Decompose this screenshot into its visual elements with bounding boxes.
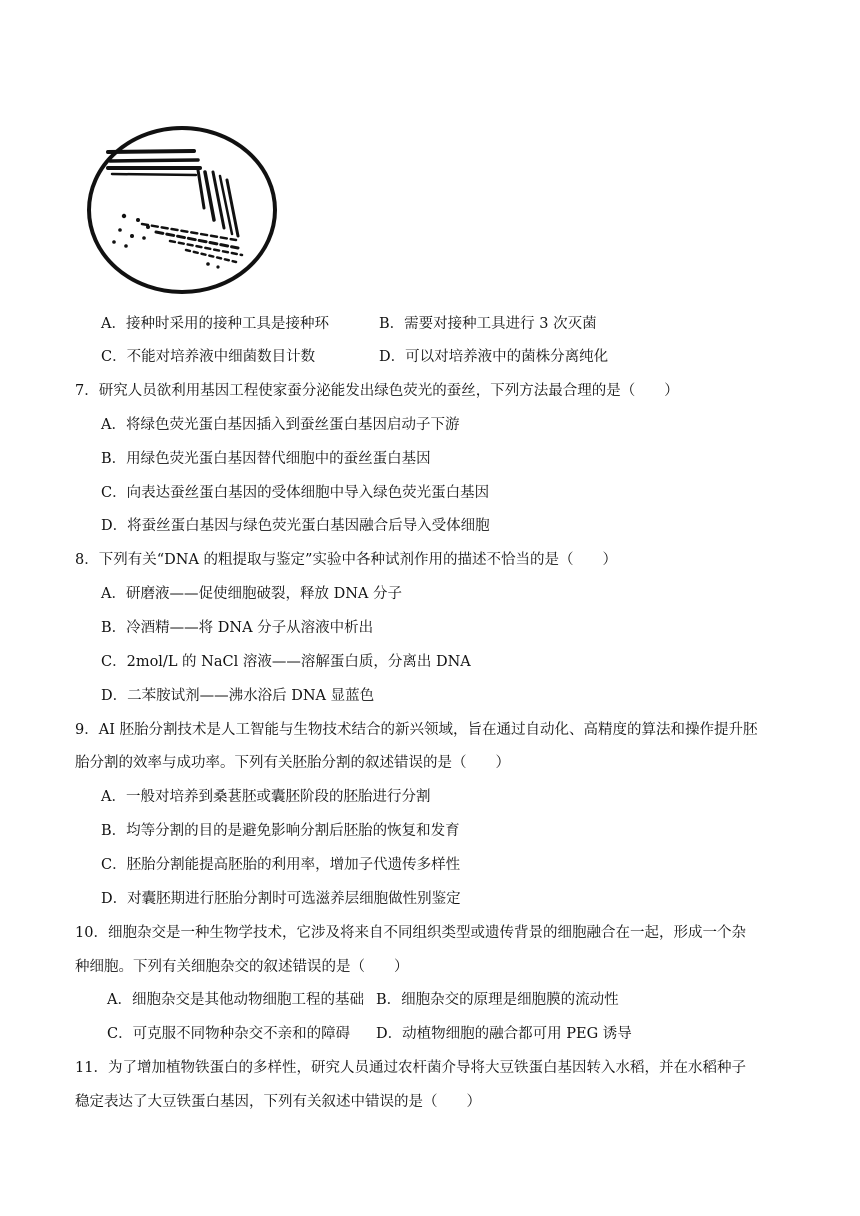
q6-option-d: D．可以对培养液中的菌株分离纯化 (379, 349, 609, 365)
q7-option-d: D．将蚕丝蛋白基因与绿色荧光蛋白基因融合后导入受体细胞 (101, 518, 490, 534)
streak-plate-petri-dish-icon (86, 124, 286, 296)
q9-option-b: B．均等分割的目的是避免影响分割后胚胎的恢复和发育 (101, 823, 460, 839)
q9-option-c: C．胚胎分割能提高胚胎的利用率，增加子代遗传多样性 (101, 857, 461, 873)
q11-stem-line2: 稳定表达了大豆铁蛋白基因，下列有关叙述中错误的是（ ） (75, 1094, 481, 1110)
q10-stem-line1: 10．细胞杂交是一种生物学技术，它涉及将来自不同组织类型或遗传背景的细胞融合在一起，形成一个杂 (75, 925, 746, 941)
q10-stem-line2: 种细胞。下列有关细胞杂交的叙述错误的是（ ） (75, 959, 409, 975)
q8-option-d: D．二苯胺试剂——沸水浴后 DNA 显蓝色 (101, 688, 375, 704)
q10-option-b: B．细胞杂交的原理是细胞膜的流动性 (376, 992, 619, 1008)
q9-stem-line1: 9．AI 胚胎分割技术是人工智能与生物技术结合的新兴领域，旨在通过自动化、高精度的算法和操作提升胚 (75, 722, 758, 738)
q11-stem-line1: 11．为了增加植物铁蛋白的多样性，研究人员通过农杆菌介导将大豆铁蛋白基因转入水稻，并在水稻种子 (75, 1060, 746, 1076)
q7-stem: 7．研究人员欲利用基因工程使家蚕分泌能发出绿色荧光的蚕丝，下列方法最合理的是（ ） (75, 383, 679, 399)
q9-option-a: A．一般对培养到桑葚胚或囊胚阶段的胚胎进行分割 (101, 789, 431, 805)
q8-option-c: C．2mol/L 的 NaCl 溶液——溶解蛋白质，分离出 DNA (101, 654, 471, 670)
q10-option-a: A．细胞杂交是其他动物细胞工程的基础 (107, 992, 364, 1008)
q8-option-a: A．研磨液——促使细胞破裂，释放 DNA 分子 (101, 586, 402, 602)
q6-option-a: A．接种时采用的接种工具是接种环 (101, 316, 329, 332)
streak-plate-figure (86, 124, 286, 296)
q9-stem-line2: 胎分割的效率与成功率。下列有关胚胎分割的叙述错误的是（ ） (75, 755, 510, 771)
q10-option-c: C．可克服不同物种杂交不亲和的障碍 (107, 1026, 351, 1042)
q8-stem: 8．下列有关“DNA 的粗提取与鉴定”实验中各种试剂作用的描述不恰当的是（ ） (75, 552, 617, 568)
q6-option-b: B．需要对接种工具进行 3 次灭菌 (379, 316, 597, 332)
q7-option-b: B．用绿色荧光蛋白基因替代细胞中的蚕丝蛋白基因 (101, 451, 431, 467)
q7-option-c: C．向表达蚕丝蛋白基因的受体细胞中导入绿色荧光蛋白基因 (101, 485, 490, 501)
q7-option-a: A．将绿色荧光蛋白基因插入到蚕丝蛋白基因启动子下游 (101, 417, 460, 433)
q10-option-d: D．动植物细胞的融合都可用 PEG 诱导 (376, 1026, 632, 1042)
q8-option-b: B．冷酒精——将 DNA 分子从溶液中析出 (101, 620, 374, 636)
q9-option-d: D．对囊胚期进行胚胎分割时可选滋养层细胞做性别鉴定 (101, 891, 461, 907)
q6-option-c: C．不能对培养液中细菌数目计数 (101, 349, 316, 365)
